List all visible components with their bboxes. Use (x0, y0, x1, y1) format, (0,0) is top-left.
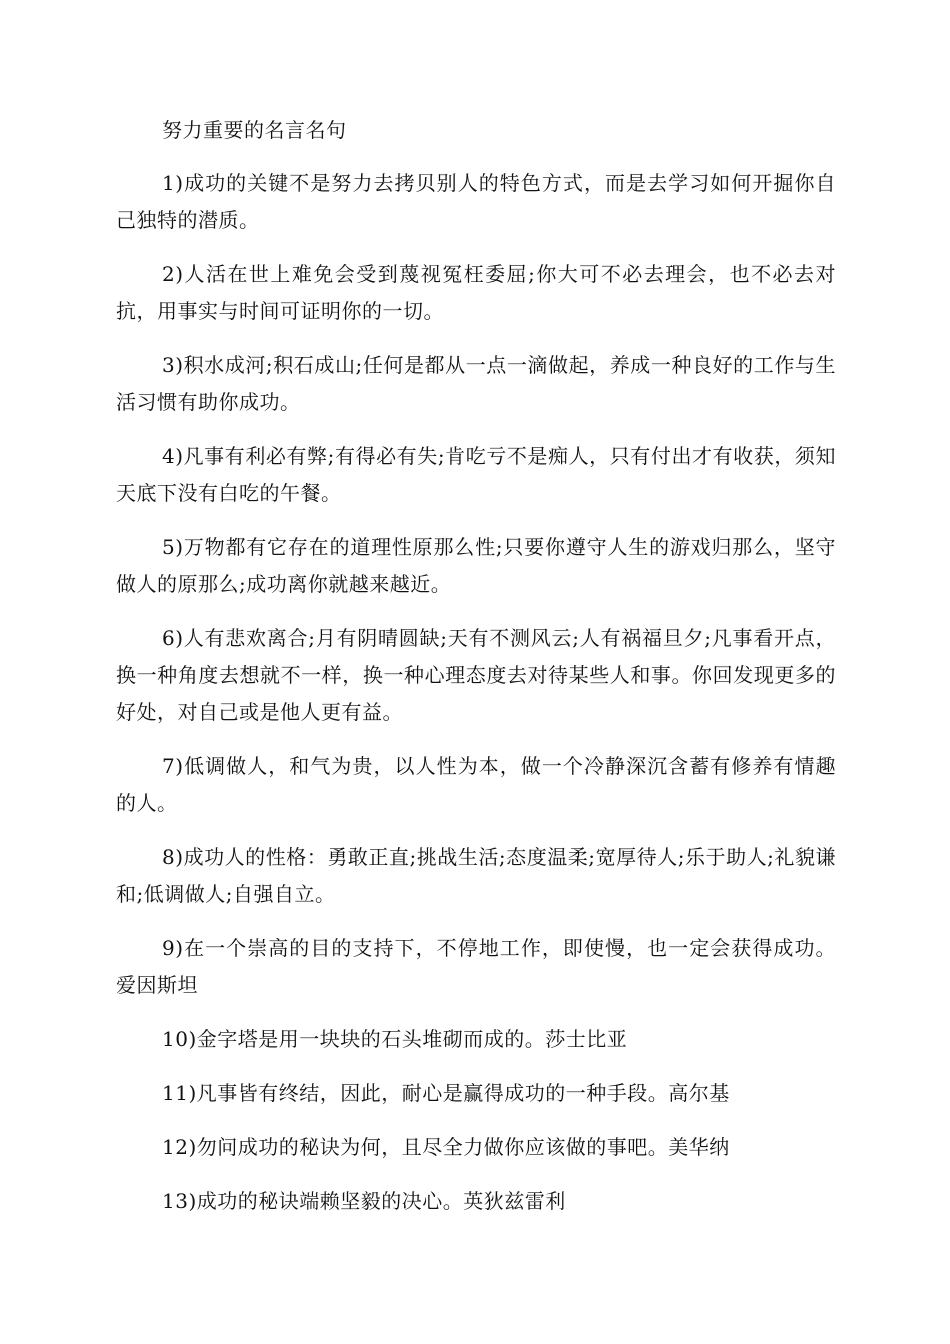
quote-paragraph-9: 9)在一个崇高的目的支持下，不停地工作，即使慢，也一定会获得成功。爱因斯坦 (116, 936, 836, 997)
quote-paragraph-5: 5)万物都有它存在的道理性原那么性;只要你遵守人生的游戏归那么，坚守做人的原那么;成功离你就越来越近。 (116, 535, 836, 596)
quote-paragraph-11: 11)凡事皆有终结，因此，耐心是赢得成功的一种手段。高尔基 (162, 1081, 730, 1105)
quote-paragraph-8: 8)成功人的性格：勇敢正直;挑战生活;态度温柔;宽厚待人;乐于助人;礼貌谦和;低调做人;自强自立。 (116, 845, 836, 906)
quote-paragraph-6: 6)人有悲欢离合;月有阴晴圆缺;天有不测风云;人有祸福旦夕;凡事看开点，换一种角度去想就不一样，换一种心理态度去对待某些人和事。你回发现更多的好处，对自己或是他人更有益。 (116, 626, 836, 724)
quote-paragraph-13: 13)成功的秘诀端赖坚毅的决心。英狄兹雷利 (162, 1189, 566, 1213)
quote-paragraph-7: 7)低调做人，和气为贵，以人性为本，做一个冷静深沉含蓄有修养有情趣的人。 (116, 754, 836, 815)
quote-paragraph-2: 2)人活在世上难免会受到蔑视冤枉委屈;你大可不必去理会，也不必去对抗，用事实与时间可证明你的一切。 (116, 262, 836, 323)
quote-paragraph-4: 4)凡事有利必有弊;有得必有失;肯吃亏不是痴人，只有付出才有收获，须知天底下没有白吃的午餐。 (116, 444, 836, 505)
document-title: 努力重要的名言名句 (162, 118, 347, 142)
quote-paragraph-12: 12)勿问成功的秘诀为何，且尽全力做你应该做的事吧。美华纳 (162, 1135, 730, 1159)
quote-paragraph-10: 10)金字塔是用一块块的石头堆砌而成的。莎士比亚 (162, 1027, 628, 1051)
quote-paragraph-3: 3)积水成河;积石成山;任何是都从一点一滴做起，养成一种良好的工作与生活习惯有助你成功。 (116, 353, 836, 414)
quote-paragraph-1: 1)成功的关键不是努力去拷贝别人的特色方式，而是去学习如何开掘你自己独特的潜质。 (116, 171, 836, 232)
document-body (116, 112, 836, 1237)
